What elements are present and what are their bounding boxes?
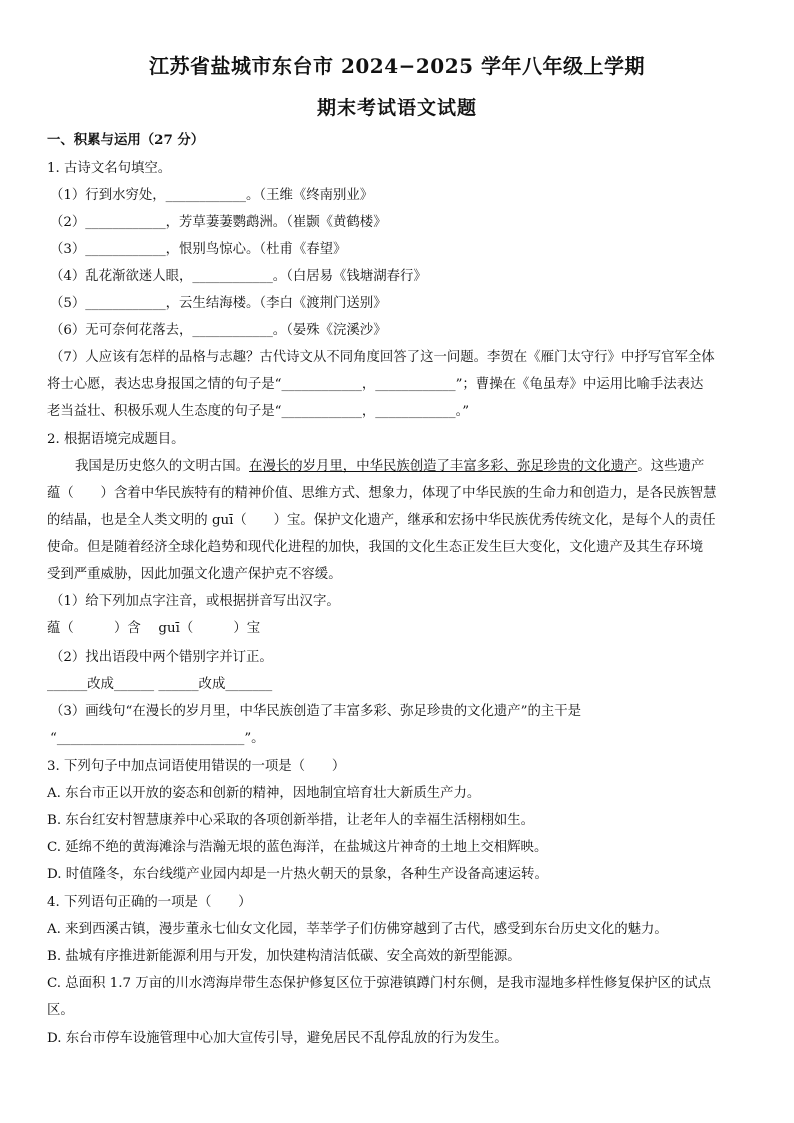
question-1-stem: 1. 古诗文名句填空。 <box>47 161 172 176</box>
question-2-sub-1: （1）给下列加点字注音，或根据拼音写出汉字。 <box>50 594 340 609</box>
question-1-item: （6）无可奈何花落去，____________。（晏殊《浣溪沙》 <box>50 323 387 338</box>
exam-title: 江苏省盐城市东台市 2024−2025 学年八年级上学期 <box>148 54 645 78</box>
question-4-option: B. 盐城有序推进新能源利用与开发，加快建构清洁低碳、安全高效的新型能源。 <box>47 949 521 964</box>
passage-text: 我国是历史悠久的文明古国。 <box>75 459 250 474</box>
question-2-sub-2-fill: ______改成______ ______改成_______ <box>47 677 273 692</box>
question-2-sub-1-fill: 蕴（ ）含 guī（ ）宝 <box>47 621 261 636</box>
question-1-item: （4）乱花渐欲迷人眼，____________。（白居易《钱塘湖春行》 <box>50 269 427 284</box>
question-1-item: （3）____________，恨别鸟惊心。（杜甫《春望》 <box>50 242 347 257</box>
question-1-item: （5）____________，云生结海楼。（李白《渡荆门送别》 <box>50 296 387 311</box>
question-4-option: A. 来到西溪古镇，漫步董永七仙女文化园，莘莘学子们仿佛穿越到了古代，感受到东台历史文化的魅力。 <box>47 922 668 937</box>
question-4-option: 区。 <box>47 1003 74 1018</box>
question-2-sub-3: （3）画线句“在漫长的岁月里，中华民族创造了丰富多彩、弥足珍贵的文化遗产”的主干是 <box>50 704 582 719</box>
question-3-option: B. 东台红安村智慧康养中心采取的各项创新举措，让老年人的幸福生活栩栩如生。 <box>47 813 535 828</box>
exam-subtitle: 期末考试语文试题 <box>316 97 477 119</box>
question-2-sub-3-fill: “____________________________”。 <box>50 731 265 746</box>
underlined-sentence: 在漫长的岁月里，中华民族创造了丰富多彩、弥足珍贵的文化遗产 <box>249 459 638 474</box>
question-3-option: C. 延绵不绝的黄海滩涂与浩瀚无垠的蓝色海洋，在盐城这片神奇的土地上交相辉映。 <box>47 840 548 855</box>
passage-line <box>75 459 775 475</box>
question-1-item-7: （7）人应该有怎样的品格与志趣？古代诗文从不同角度回答了这一问题。李贺在《雁门太守行》中抒写官军全体 <box>50 350 715 365</box>
question-2-stem: 2. 根据语境完成题目。 <box>47 432 185 447</box>
question-1-item-7: 将士心愿，表达忠身报国之情的句子是“____________，____________”；曹操在《龟虽寿》中运用比喻手法表达 <box>47 377 704 392</box>
question-1-item: （1）行到水穷处，____________。（王维《终南别业》 <box>50 188 374 203</box>
section-heading: 一、积累与运用（27 分） <box>47 132 205 148</box>
question-4-option: C. 总面积 1.7 万亩的川水湾海岸带生态保护修复区位于弶港镇蹲门村东侧，是我市湿地多样性修复保护区的试点 <box>47 976 712 991</box>
passage-line: 蕴（ ）含着中华民族特有的精神价值、思维方式、想象力，体现了中华民族的生命力和创造力，是各民族智慧 <box>47 486 717 501</box>
question-4-stem: 4. 下列语句正确的一项是（ ） <box>47 895 252 910</box>
question-3-stem: 3. 下列句子中加点词语使用错误的一项是（ ） <box>47 759 346 774</box>
passage-line: 使命。但是随着经济全球化趋势和现代化进程的加快，我国的文化生态正发生巨大变化，文化遗产及其生存环境 <box>47 540 704 555</box>
passage-line: 受到严重威胁，因此加强文化遗产保护克不容缓。 <box>47 567 342 582</box>
question-2-sub-2: （2）找出语段中两个错别字并订正。 <box>50 650 273 665</box>
question-4-option: D. 东台市停车设施管理中心加大宣传引导，避免居民不乱停乱放的行为发生。 <box>47 1031 508 1046</box>
question-1-item: （2）____________，芳草萋萋鹦鹉洲。（崔颢《黄鹤楼》 <box>50 215 387 230</box>
passage-text: 。这些遗产 <box>637 459 705 474</box>
question-3-option: A. 东台市正以开放的姿态和创新的精神，因地制宜培育壮大新质生产力。 <box>47 786 481 801</box>
passage-line: 的结晶，也是全人类文明的 guī（ ）宝。保护文化遗产，继承和宏扬中华民族优秀传统文化，是每个人的责任 <box>47 513 716 528</box>
question-3-option: D. 时值隆冬，东台线缆产业园内却是一片热火朝天的景象，各种生产设备高速运转。 <box>47 867 548 882</box>
question-1-item-7: 老当益壮、积极乐观人生态度的句子是“____________，____________。” <box>47 404 470 419</box>
